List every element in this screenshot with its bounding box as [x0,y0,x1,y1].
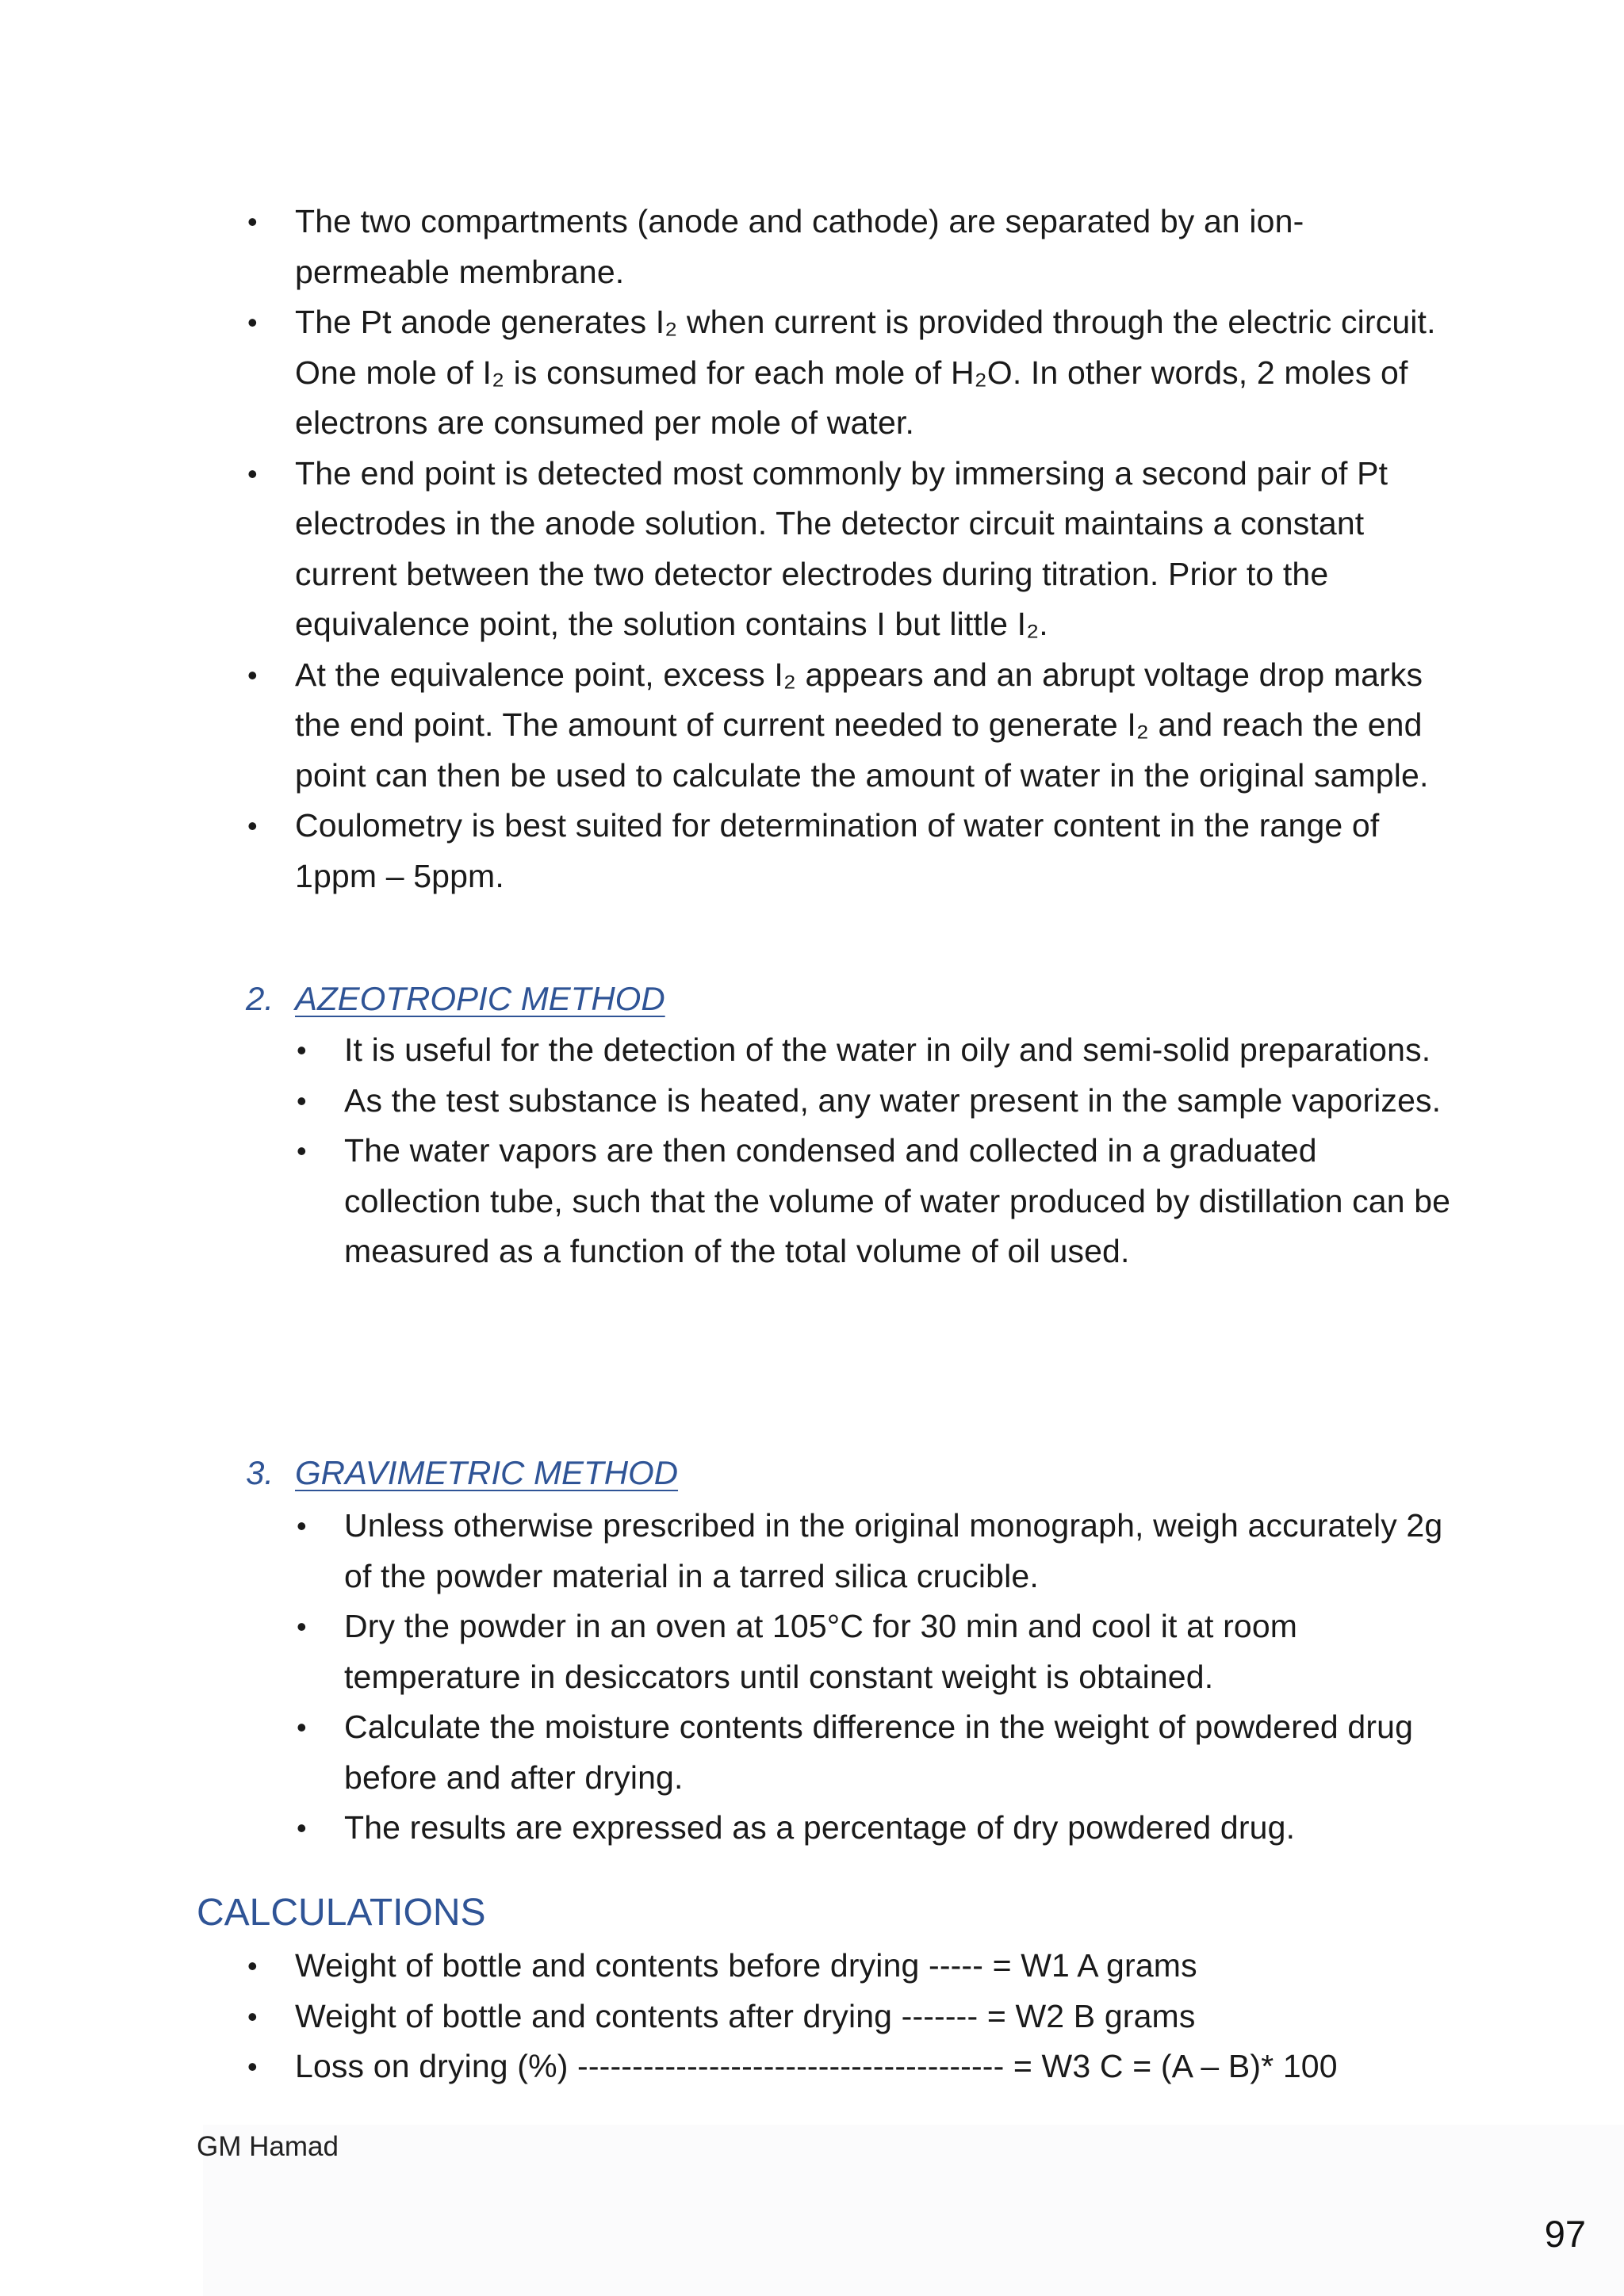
calculations-list [295,1941,1453,2092]
list-item: • Unless otherwise prescribed in the original monograph, weigh accurately 2g of the powder material in a tarred silica crucible. [344,1501,1454,1601]
list-item: • The two compartments (anode and cathode) are separated by an ion-permeable membrane. [295,197,1453,297]
list-item: • The Pt anode generates I₂ when current is provided through the electric circuit. One mole of I₂ is consumed for each mole of H₂O. In other words, 2 moles of electrons are consumed per mole of water. [295,297,1453,449]
footer-author: GM Hamad [197,2131,339,2162]
list-item: • As the test substance is heated, any water present in the sample vaporizes. [344,1076,1454,1127]
list-item: • The results are expressed as a percentage of dry powdered drug. [344,1803,1454,1854]
section-title: GRAVIMETRIC METHOD [295,1454,679,1491]
list-item: • Calculate the moisture contents difference in the weight of powdered drug before and after drying. [344,1702,1454,1803]
list-item: • It is useful for the detection of the water in oily and semi-solid preparations. [344,1025,1454,1076]
page-number: 97 [1544,2213,1586,2255]
list-item: • Dry the powder in an oven at 105°C for 30 min and cool it at room temperature in desiccators until constant weight is obtained. [344,1601,1454,1702]
calculations-heading: CALCULATIONS [197,1892,486,1934]
section-title: AZEOTROPIC METHOD [295,980,665,1017]
footer-shade [203,2125,1624,2296]
list-item: • Weight of bottle and contents after drying ------- = W2 B grams [295,1992,1453,2042]
list-item: • Weight of bottle and contents before drying ----- = W1 A grams [295,1941,1453,1992]
list-item: • At the equivalence point, excess I₂ appears and an abrupt voltage drop marks the end point. The amount of current needed to generate I₂ and reach the end point can then be used to calculate the amount of water in the original sample. [295,650,1453,802]
list-item: • Loss on drying (%) --------------------------------------- = W3 C = (A – B)* 100 [295,2042,1453,2092]
coulometry-list [295,197,1453,901]
gravimetric-heading [246,1451,678,1495]
gravimetric-list [344,1501,1454,1854]
azeotropic-heading [246,977,665,1021]
azeotropic-list [344,1025,1454,1277]
list-item: • The end point is detected most commonly by immersing a second pair of Pt electrodes in the anode solution. The detector circuit maintains a constant current between the two detector electrodes during titration. Prior to the equivalence point, the solution contains I but little I₂. [295,449,1453,650]
list-item: • The water vapors are then condensed and collected in a graduated collection tube, such that the volume of water produced by distillation can be measured as a function of the total volume of oil used. [344,1126,1454,1277]
section-number: 3. [246,1454,274,1491]
list-item: • Coulometry is best suited for determination of water content in the range of 1ppm – 5ppm. [295,801,1453,901]
section-number: 2. [246,980,274,1017]
